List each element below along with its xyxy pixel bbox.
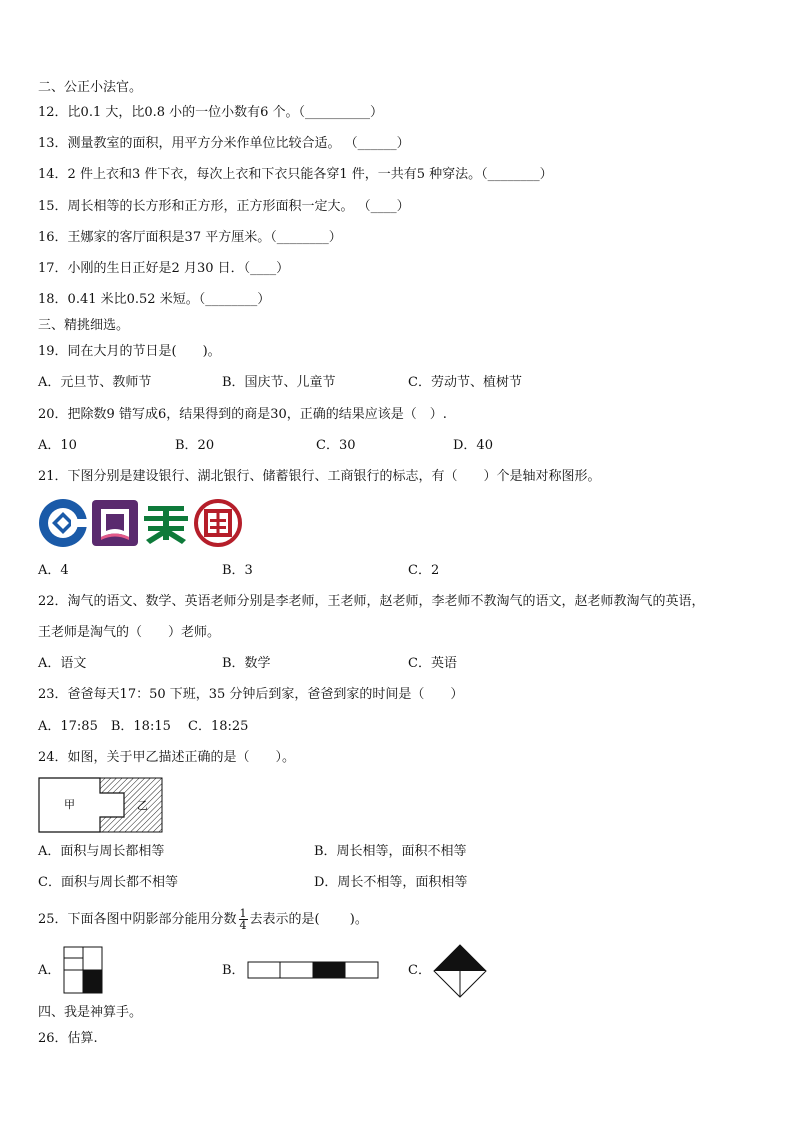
q22-option-c[interactable]: C．英语 [408, 656, 457, 671]
hubei-bank-logo-icon [92, 500, 138, 546]
section-2-title: 二、公正小法官。 [38, 80, 143, 95]
q25-figure-b [247, 961, 379, 979]
question-19: 19．同在大月的节日是( )。 [38, 344, 221, 359]
question-15: 15．周长相等的长方形和正方形，正方形面积一定大。 （____） [38, 199, 410, 214]
q19-option-c[interactable]: C．劳动节、植树节 [408, 375, 522, 390]
question-25 [38, 905, 368, 935]
postal-savings-logo-icon [142, 500, 190, 546]
q22-option-a[interactable]: A．语文 [38, 656, 87, 671]
q22-option-b[interactable]: B．数学 [222, 656, 271, 671]
jia-yi-figure [38, 777, 163, 833]
section-4-title: 四、我是神算手。 [38, 1005, 143, 1020]
q20-option-c[interactable]: C．30 [316, 438, 356, 453]
q20-option-a[interactable]: A．10 [38, 438, 77, 453]
question-22-line-1: 22．淘气的语文、数学、英语老师分别是李老师，王老师，赵老师，李老师不教淘气的语文，赵老师教淘气的英语， [38, 594, 705, 609]
q19-option-a[interactable]: A．元旦节、教师节 [38, 375, 152, 390]
q21-option-b[interactable]: B．3 [222, 563, 253, 578]
q21-option-a[interactable]: A．4 [38, 563, 69, 578]
yi-label: 乙 [137, 799, 148, 812]
q25-text-pre: 25．下面各图中阴影部分能用分数 [38, 912, 237, 927]
question-12: 12．比0.1 大，比0.8 小的一位小数有6 个。（__________） [38, 105, 384, 120]
section-3-title: 三、精挑细选。 [38, 318, 130, 333]
question-16: 16．王娜家的客厅面积是37 平方厘米。（________） [38, 230, 342, 245]
ccb-logo-icon [38, 498, 88, 548]
q23-options[interactable]: A．17:85 B．18:15 C．18:25 [38, 719, 249, 734]
question-21: 21．下图分别是建设银行、湖北银行、储蓄银行、工商银行的标志，有（ ）个是轴对称图形。 [38, 469, 601, 484]
question-18: 18．0.41 米比0.52 米短。（________） [38, 292, 271, 307]
q25-figure-c [433, 944, 487, 998]
icbc-logo-icon [194, 499, 242, 547]
q25-figure-a [63, 946, 103, 994]
question-17: 17．小刚的生日正好是2 月30 日．（____） [38, 261, 290, 276]
question-14: 14．2 件上衣和3 件下衣，每次上衣和下衣只能各穿1 件，一共有5 种穿法。（________） [38, 167, 553, 182]
question-20: 20．把除数9 错写成6，结果得到的商是30，正确的结果应该是（ ）. [38, 407, 447, 422]
q24-option-a[interactable]: A．面积与周长都相等 [38, 844, 165, 859]
question-22-line-2: 王老师是淘气的（ ）老师。 [38, 625, 221, 640]
q25-text-post: 去表示的是( )。 [249, 912, 368, 927]
q25-option-b[interactable]: B． [222, 963, 245, 978]
fraction-one-quarter: $\frac{1}{4}$ [239, 907, 247, 932]
question-13: 13．测量教室的面积，用平方分米作单位比较合适。 （______） [38, 136, 410, 151]
q19-option-b[interactable]: B．国庆节、儿童节 [222, 375, 336, 390]
q21-option-c[interactable]: C．2 [408, 563, 440, 578]
q20-option-d[interactable]: D．40 [453, 438, 493, 453]
q25-option-a[interactable]: A． [38, 963, 61, 978]
q24-option-c[interactable]: C．面积与周长都不相等 [38, 875, 178, 890]
question-26: 26．估算. [38, 1031, 98, 1046]
jia-label: 甲 [64, 798, 75, 811]
question-24: 24．如图，关于甲乙描述正确的是（ ）。 [38, 750, 296, 765]
q24-option-b[interactable]: B．周长相等，面积不相等 [314, 844, 467, 859]
question-23: 23．爸爸每天17：50 下班，35 分钟后到家，爸爸到家的时间是（ ） [38, 687, 464, 702]
q25-option-c[interactable]: C． [408, 963, 431, 978]
q20-option-b[interactable]: B．20 [175, 438, 215, 453]
q24-option-d[interactable]: D．周长不相等，面积相等 [314, 875, 468, 890]
